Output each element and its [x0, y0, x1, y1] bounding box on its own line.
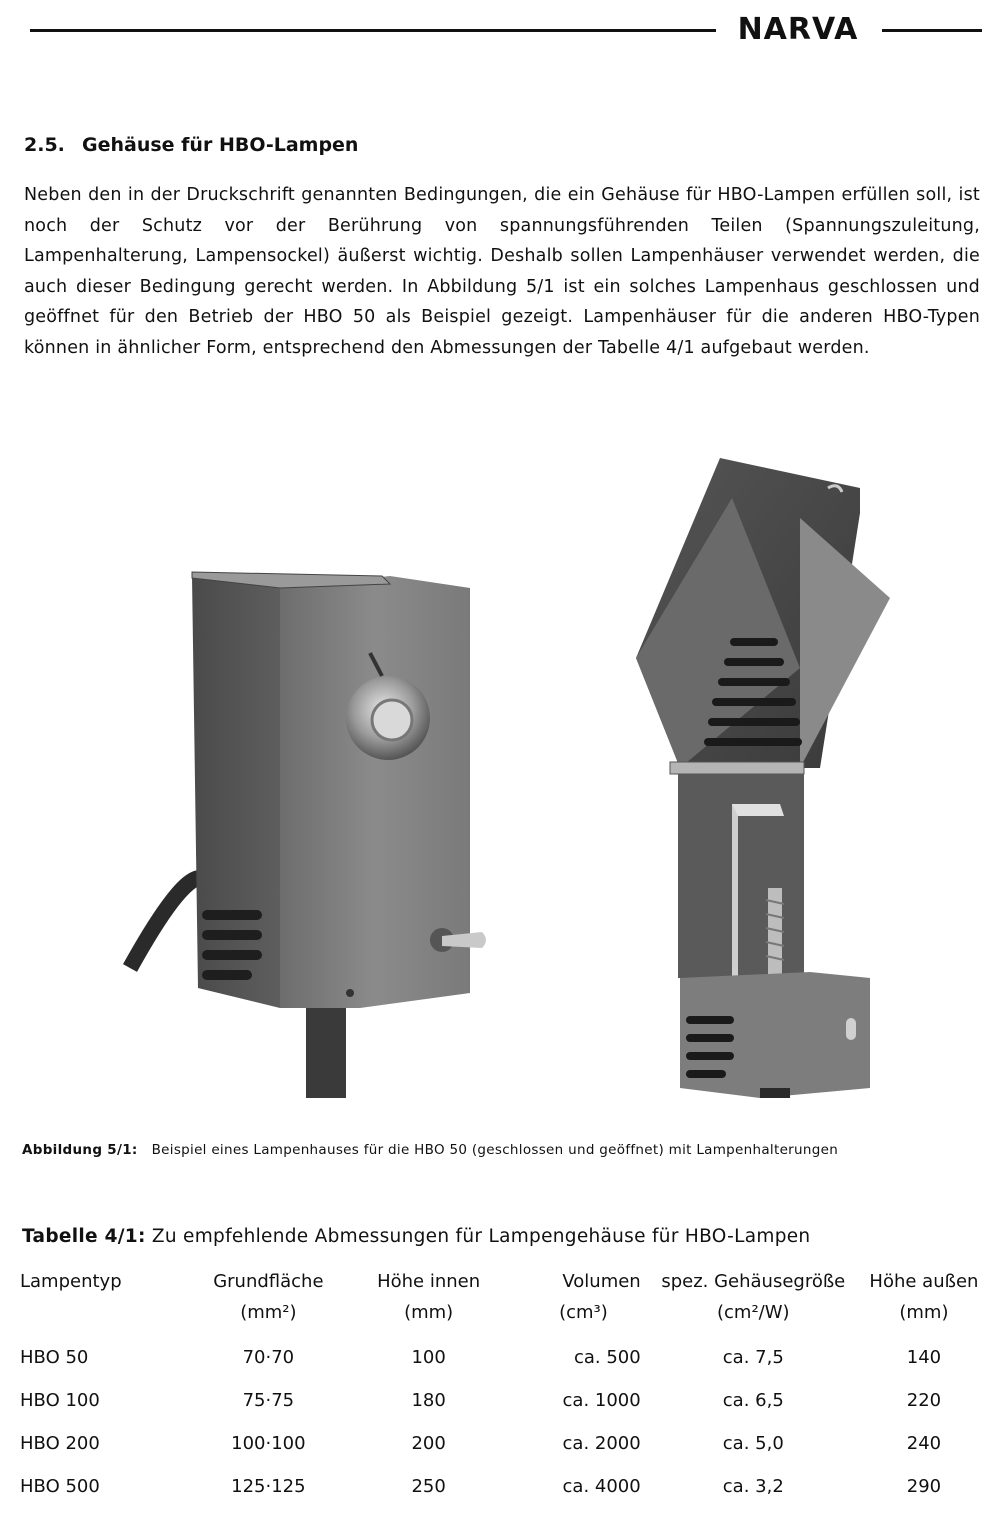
cell-spez-groesse: ca. 6,5 — [722, 1390, 784, 1411]
paragraph-text: Neben den in der Druckschrift genannten Bedingungen, die ein Gehäuse für HBO-Lampen erfüllen soll, ist noch der Schutz vor der Berührung von spannungsführenden Teilen (Spannungszuleitung, Lampenhalterung, Lampensockel) äußerst wichtig. Deshalb sollen Lampenhäuser verwendet werden, die auch dieser Bedingung gerecht werden. In Abbildung 5/1 ist ein solches Lampenhaus geschlossen und geöffnet für den Betrieb der HBO 50 als Beispiel gezeigt. Lampenhäuser für die anderen HBO-Typen können in ähnlicher Form, entsprechend den Abmessungen der Tabelle 4/1 aufgebaut werden. — [24, 185, 980, 358]
section-heading — [24, 134, 358, 156]
table-heading — [22, 1226, 810, 1247]
cell-hoehe-innen: 250 — [411, 1476, 446, 1497]
cell-lampentyp: HBO 100 — [20, 1390, 100, 1411]
figure-label: Abbildung 5/1: — [22, 1142, 138, 1158]
lamp-holder-rod — [732, 804, 738, 984]
brand-logo: NARVA — [737, 12, 859, 47]
cell-hoehe-innen: 200 — [411, 1433, 446, 1454]
cell-spez-groesse: ca. 5,0 — [722, 1433, 784, 1454]
cell-grundflaeche: 75·75 — [242, 1390, 295, 1411]
cell-hoehe-aussen: 240 — [906, 1433, 942, 1454]
cell-hoehe-innen: 180 — [411, 1390, 446, 1411]
header-grundflaeche: Grundfläche (mm²) — [213, 1271, 324, 1323]
table-row — [14, 1422, 986, 1465]
cell-grundflaeche: 70·70 — [242, 1347, 295, 1368]
cell-grundflaeche: 100·100 — [231, 1433, 306, 1454]
table-row — [14, 1465, 986, 1508]
header-hoehe-aussen: Höhe außen (mm) — [869, 1271, 979, 1323]
cell-lampentyp: HBO 200 — [20, 1433, 100, 1454]
header-spez-gehaeusegroesse: spez. Gehäusegröße (cm²/W) — [661, 1271, 846, 1323]
figure-caption-text: Beispiel eines Lampenhauses für die HBO 50 (geschlossen und geöffnet) mit Lampenhalterungen — [151, 1142, 839, 1158]
cell-volumen: ca. 2000 — [562, 1433, 641, 1454]
table-row — [14, 1379, 986, 1422]
dimensions-table — [14, 1266, 986, 1508]
open-housing — [636, 458, 890, 1098]
cell-spez-groesse: ca. 3,2 — [722, 1476, 784, 1497]
power-cable — [130, 878, 200, 968]
table-row — [14, 1336, 986, 1379]
cell-lampentyp: HBO 50 — [20, 1347, 89, 1368]
table-title: Zu empfehlende Abmessungen für Lampengehäuse für HBO-Lampen — [151, 1226, 811, 1247]
header-rule-left — [30, 29, 716, 32]
closed-housing — [130, 572, 486, 1098]
figure-lamp-housings — [120, 448, 900, 1098]
header-hoehe-innen: Höhe innen (mm) — [377, 1271, 481, 1323]
cell-grundflaeche: 125·125 — [231, 1476, 306, 1497]
cell-spez-groesse: ca. 7,5 — [722, 1347, 784, 1368]
cell-volumen: ca. 500 — [573, 1347, 641, 1368]
lamp-housing-photo — [120, 448, 900, 1098]
screw — [346, 989, 354, 997]
section-title: Gehäuse für HBO-Lampen — [82, 134, 359, 156]
cell-volumen: ca. 4000 — [562, 1476, 641, 1497]
lamp-holder-arm — [732, 804, 784, 816]
section-number: 2.5. — [24, 134, 65, 156]
cell-lampentyp: HBO 500 — [20, 1476, 100, 1497]
knob-center — [372, 700, 412, 740]
hinge — [670, 762, 804, 774]
cell-hoehe-aussen: 290 — [906, 1476, 942, 1497]
header-rule-right — [882, 29, 982, 32]
cell-volumen: ca. 1000 — [562, 1390, 641, 1411]
cell-hoehe-aussen: 220 — [906, 1390, 942, 1411]
header-volumen: Volumen (cm³) — [559, 1271, 641, 1323]
header-lampentyp: Lampentyp — [20, 1271, 122, 1292]
cell-hoehe-aussen: 140 — [906, 1347, 942, 1368]
table-label: Tabelle 4/1: — [22, 1226, 146, 1247]
cell-hoehe-innen: 100 — [411, 1347, 446, 1368]
housing-side — [192, 576, 280, 1008]
table-header-row — [14, 1266, 986, 1336]
body-paragraph — [24, 180, 980, 363]
base-switch — [846, 1018, 856, 1040]
figure-caption — [22, 1140, 982, 1160]
base-mount — [760, 1088, 790, 1098]
